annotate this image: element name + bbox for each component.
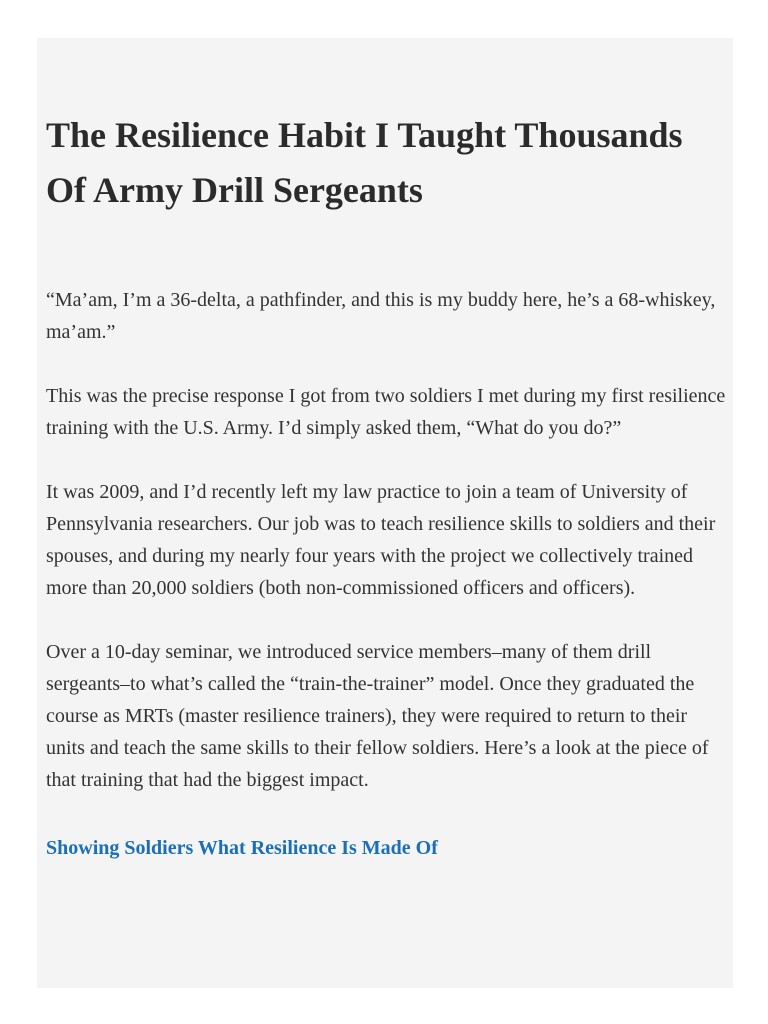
paragraph-3: It was 2009, and I’d recently left my law practice to join a team of University of Pennsylvania researchers. Our job was to teach resilience skills to soldiers and their spouses, and during my nearly four years with the project we collectively trained more than 20,000 soldiers (both non-commissioned officers and officers). bbox=[46, 481, 716, 599]
paragraph-2: This was the precise response I got from two soldiers I met during my first resilience training with the U.S. Army. I’d simply asked them, “What do you do?” bbox=[46, 385, 726, 439]
paragraph-4: Over a 10-day seminar, we introduced service members–many of them drill sergeants–to what’s called the “train-the-trainer” model. Once they graduated the course as MRTs (master resilience trainers), they were required to return to their units and teach the same skills to their fellow soldiers. Here’s a look at the piece of that training that had the biggest impact. bbox=[46, 641, 709, 791]
article-content bbox=[46, 108, 730, 864]
section-subheading-link[interactable]: Showing Soldiers What Resilience Is Made Of bbox=[46, 837, 438, 859]
article-title: The Resilience Habit I Taught Thousands Of Army Drill Sergeants bbox=[46, 115, 683, 210]
article-card bbox=[37, 38, 733, 988]
paragraph-1: “Ma’am, I’m a 36-delta, a pathfinder, and this is my buddy here, he’s a 68-whiskey, ma’am.” bbox=[46, 289, 716, 343]
